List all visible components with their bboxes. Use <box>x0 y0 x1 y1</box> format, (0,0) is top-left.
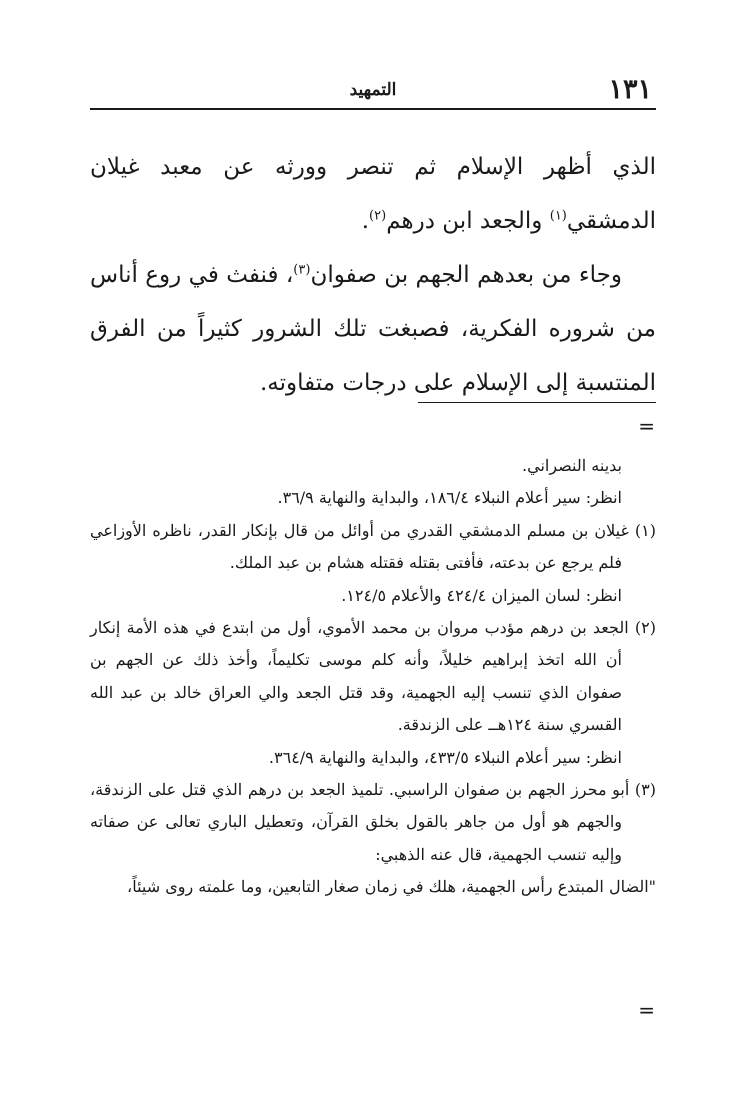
footnote-2: (٢) الجعد بن درهم مؤدب مروان بن محمد الأموي، أول من ابتدع في هذه الأمة إنكار أن الله اتخذ إبراهيم خليلاً، وأنه كلم موسى تكليماً، وأخذ ذلك عن الجهم بن صفوان الذي تنسب إليه الجهمية، وقد قتل الجعد والي العراق خالد بن عبد الله القسري سنة ١٢٤هــ على الزندقة. <box>90 618 656 735</box>
footnote-1-reference: انظر: لسان الميزان ٤٢٤/٤ والأعلام ١٢٤/٥. <box>341 585 622 605</box>
footnote-continued-line-2: انظر: سير أعلام النبلاء ١٨٦/٤، والبداية والنهاية ٣٦/٩. <box>277 488 622 508</box>
paragraph-1 <box>90 140 656 248</box>
paragraph-2-text-a: وجاء من بعدهم الجهم بن صفوان <box>310 262 622 288</box>
footnote-continued-line-1: بدينه النصراني. <box>522 456 622 475</box>
running-title: التمهيد <box>349 80 397 100</box>
paragraph-1-text-b: والجعد ابن درهم <box>386 208 550 234</box>
page-header <box>90 72 656 110</box>
paragraph-1-text-a: الذي أظهر الإسلام ثم تنصر وورثه عن معبد غيلان الدمشقي <box>90 154 656 234</box>
footnote-2-reference: انظر: سير أعلام النبلاء ٤٣٣/٥، والبداية والنهاية ٣٦٤/٩. <box>268 747 622 767</box>
footnote-3: (٣) أبو محرز الجهم بن صفوان الراسبي. تلميذ الجعد بن درهم الذي قتل على الزندقة، والجهم هو أول من جاهر بالقول بخلق القرآن، وتعطيل الباري تعالى عن صفاته وإليه تنسب الجهمية، قال عنه الذهبي: <box>90 780 656 864</box>
page-number: ١٣١ <box>608 74 652 105</box>
footnote-ref-1[interactable]: (١) <box>549 208 567 224</box>
main-text <box>90 140 656 410</box>
paragraph-1-text-c: . <box>361 208 370 234</box>
footnote-separator <box>418 402 656 403</box>
paragraph-2-text-b: ، فنفث في روع أناس من شروره الفكرية، فصبغت تلك الشرور كثيراً من الفرق المنتسبة إلى الإسلام على درجات متفاوته. <box>90 262 656 396</box>
footnote-1: (١) غيلان بن مسلم الدمشقي القدري من أوائل من قال بإنكار القدر، ناظره الأوزاعي فلم يرجع عن بدعته، فأفتى بقتله فقتله هشام بن عبد الملك. <box>90 520 656 573</box>
paragraph-2 <box>90 248 656 410</box>
footnote-ref-2[interactable]: (٢) <box>369 208 387 224</box>
footnote-ref-3[interactable]: (٣) <box>293 262 311 278</box>
continuation-mark-bottom: = <box>638 998 655 1022</box>
footnote-3-quote: "الضال المبتدع رأس الجهمية، هلك في زمان صغار التابعين، وما علمته روى شيئاً، <box>127 877 656 897</box>
footnotes <box>90 450 656 904</box>
continuation-mark-top: = <box>638 414 655 438</box>
